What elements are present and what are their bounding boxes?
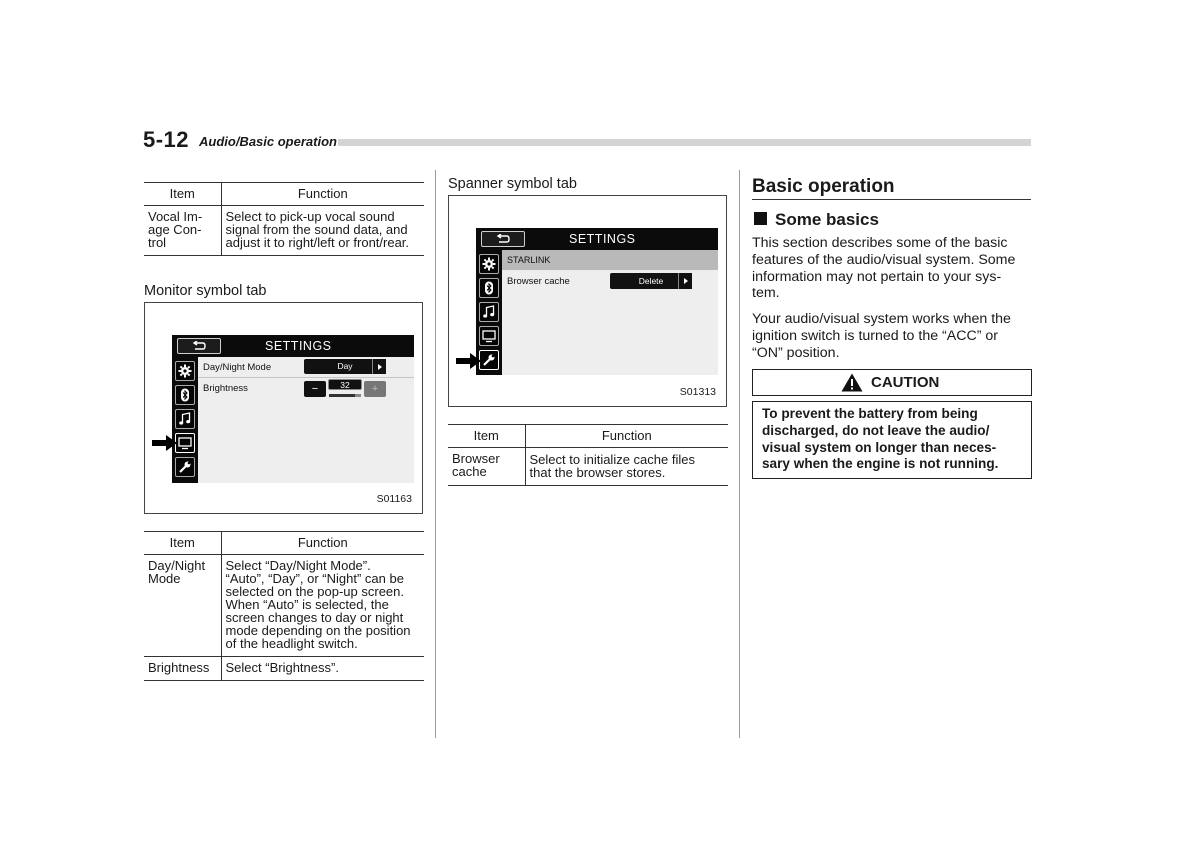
cell-line: Vocal Im- xyxy=(148,209,203,224)
cell-line: selected on the pop-up screen. xyxy=(225,584,405,599)
intro-paragraph xyxy=(752,235,1032,302)
brightness-row xyxy=(198,378,414,400)
cell-line: Browser xyxy=(452,451,500,466)
section-title: Audio/Basic operation xyxy=(199,134,337,149)
screen-title: SETTINGS xyxy=(569,232,636,246)
cell-line: Mode xyxy=(148,571,181,586)
cell-line: When “Auto” is selected, the xyxy=(225,597,389,612)
col-item: Item xyxy=(448,425,525,448)
para-line: “ON” position. xyxy=(752,344,840,361)
caution-line: To prevent the battery from being xyxy=(762,406,978,421)
cell-line: trol xyxy=(148,235,167,250)
function-cell xyxy=(221,206,424,256)
some-basics-heading: Some basics xyxy=(775,210,879,229)
table-row xyxy=(144,555,424,657)
back-button[interactable] xyxy=(177,338,221,354)
figure-code: S01313 xyxy=(679,386,716,398)
section-label: STARLINK xyxy=(507,255,551,265)
table-row xyxy=(448,448,728,486)
warning-icon xyxy=(841,373,863,392)
gear-tab[interactable] xyxy=(175,361,195,381)
para-line: features of the audio/visual system. Some xyxy=(752,251,1016,268)
function-cell xyxy=(221,555,424,657)
monitor-tab[interactable] xyxy=(479,326,499,346)
monitor-icon xyxy=(178,436,192,450)
row-label: Browser cache xyxy=(507,276,570,287)
col-function: Function xyxy=(525,425,728,448)
arrow-pointer-icon xyxy=(456,352,482,370)
bluetooth-icon xyxy=(482,281,496,295)
brightness-plus-button[interactable]: + xyxy=(364,381,386,397)
caution-header xyxy=(752,369,1032,396)
row-label: Brightness xyxy=(203,383,248,394)
heading-rule xyxy=(752,199,1031,200)
delete-button[interactable] xyxy=(610,273,692,289)
caution-line: visual system on longer than neces- xyxy=(762,439,997,455)
vocal-table xyxy=(144,182,424,256)
item-cell xyxy=(144,206,221,256)
cell-line: adjust it to right/left or front/rear. xyxy=(225,235,410,250)
column-divider xyxy=(739,170,740,738)
spanner-icon xyxy=(482,353,496,367)
item-cell xyxy=(144,555,221,657)
col-item: Item xyxy=(144,183,221,206)
brightness-value: 32 xyxy=(328,379,362,390)
cell-line: Select “Day/Night Mode”. xyxy=(225,558,371,573)
browser-cache-row xyxy=(502,270,718,294)
back-arrow-icon xyxy=(495,234,511,244)
brightness-minus-button[interactable]: − xyxy=(304,381,326,397)
item-cell xyxy=(144,657,221,681)
back-arrow-icon xyxy=(191,341,207,351)
brightness-slider[interactable] xyxy=(329,394,361,397)
cell-line: signal from the sound data, and xyxy=(225,222,408,237)
gear-icon xyxy=(178,364,192,378)
function-cell xyxy=(525,448,728,486)
bluetooth-icon xyxy=(178,388,192,402)
cell-line: mode depending on the position xyxy=(225,623,411,638)
settings-sidebar xyxy=(172,357,198,483)
caution-line: sary when the engine is not running. xyxy=(762,456,999,472)
chevron-right-icon xyxy=(678,273,692,289)
item-cell xyxy=(448,448,525,486)
cell-line: cache xyxy=(452,464,487,479)
header-bar xyxy=(338,139,1031,146)
gear-tab[interactable] xyxy=(479,254,499,274)
cell-line: age Con- xyxy=(148,222,202,237)
day-night-dropdown[interactable] xyxy=(304,359,386,374)
music-tab[interactable] xyxy=(175,409,195,429)
spanner-table xyxy=(448,424,728,486)
cell-line: Select to pick-up vocal sound xyxy=(225,209,395,224)
arrow-pointer-icon xyxy=(152,434,178,452)
bluetooth-tab[interactable] xyxy=(479,278,499,298)
gear-icon xyxy=(482,257,496,271)
page-number: 5-12 xyxy=(143,127,190,152)
bluetooth-tab[interactable] xyxy=(175,385,195,405)
screen-title: SETTINGS xyxy=(265,339,332,353)
caution-line: discharged, do not leave the audio/ xyxy=(762,422,990,438)
music-tab[interactable] xyxy=(479,302,499,322)
dropdown-value: Day xyxy=(337,361,353,371)
cell-line: Select “Brightness”. xyxy=(225,660,339,675)
button-label: Delete xyxy=(638,276,664,286)
monitor-table xyxy=(144,531,424,681)
settings-screen xyxy=(476,228,718,375)
cell-line: Day/Night xyxy=(148,558,206,573)
col-item: Item xyxy=(144,532,221,555)
monitor-caption: Monitor symbol tab xyxy=(144,283,267,299)
slider-fill xyxy=(329,394,355,397)
cell-line: of the headlight switch. xyxy=(225,636,358,651)
col-function: Function xyxy=(221,183,424,206)
monitor-figure xyxy=(144,302,423,514)
cell-line: that the browser stores. xyxy=(529,465,666,480)
table-row xyxy=(144,206,424,256)
row-label: Day/Night Mode xyxy=(203,362,272,373)
music-note-icon xyxy=(178,412,192,426)
para-line: information may not pertain to your sys- xyxy=(752,268,1002,285)
para-line: tem. xyxy=(752,285,780,302)
spanner-figure xyxy=(448,195,727,407)
para-line: Your audio/visual system works when the xyxy=(752,311,1011,327)
section-bullet-icon xyxy=(754,212,767,225)
monitor-tab[interactable] xyxy=(175,433,195,453)
starlink-section-row xyxy=(502,250,718,270)
screen-topbar xyxy=(476,228,718,250)
cell-line: screen changes to day or night xyxy=(225,610,404,625)
column-divider xyxy=(435,170,436,738)
function-cell xyxy=(221,657,424,681)
spanner-tab[interactable] xyxy=(175,457,195,477)
basic-operation-heading: Basic operation xyxy=(752,176,895,197)
screen-topbar xyxy=(172,335,414,357)
day-night-row xyxy=(198,357,414,378)
settings-screen xyxy=(172,335,414,483)
table-row xyxy=(144,657,424,681)
back-button[interactable] xyxy=(481,231,525,247)
para-line: ignition switch is turned to the “ACC” or xyxy=(752,327,999,344)
acc-paragraph xyxy=(752,311,1032,361)
col-function: Function xyxy=(221,532,424,555)
monitor-icon xyxy=(482,329,496,343)
figure-code: S01163 xyxy=(376,493,412,505)
caution-text xyxy=(752,401,1032,479)
para-line: This section describes some of the basic xyxy=(752,235,1008,251)
caution-label: CAUTION xyxy=(871,374,940,391)
chevron-right-icon xyxy=(372,359,386,374)
cell-line: Brightness xyxy=(148,660,210,675)
cell-line: “Auto”, “Day”, or “Night” can be xyxy=(225,571,404,586)
music-note-icon xyxy=(482,305,496,319)
spanner-icon xyxy=(178,460,192,474)
spanner-caption: Spanner symbol tab xyxy=(448,176,577,192)
cell-line: Select to initialize cache files xyxy=(529,452,695,467)
spanner-tab[interactable] xyxy=(479,350,499,370)
